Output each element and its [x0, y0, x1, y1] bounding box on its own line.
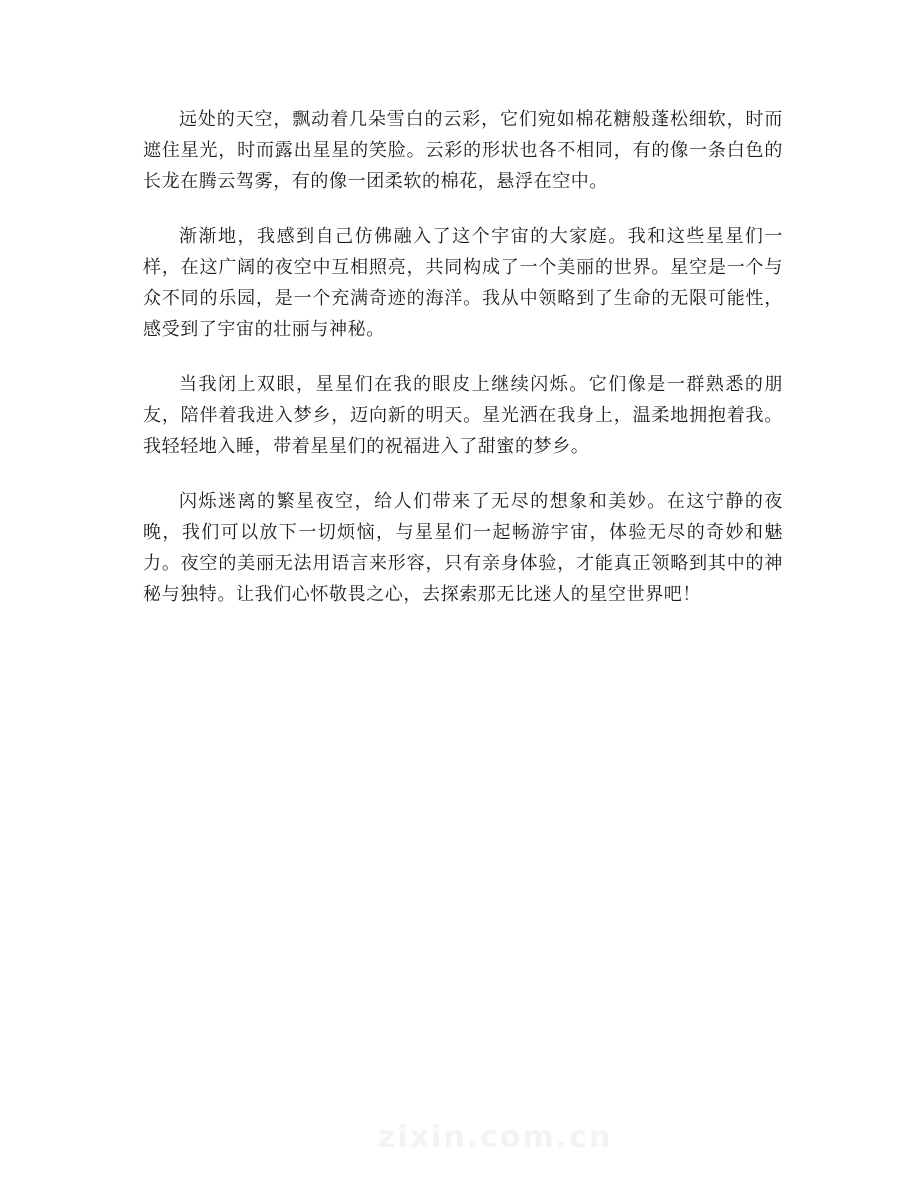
paragraph: 闪烁迷离的繁星夜空，给人们带来了无尽的想象和美妙。在这宁静的夜晚，我们可以放下一切烦恼，与星星们一起畅游宇宙，体验无尽的奇妙和魅力。夜空的美丽无法用语言来形容，只有亲身体验，才能真正领略到其中的神秘与独特。让我们心怀敬畏之心，去探索那无比迷人的星空世界吧！ [143, 491, 783, 605]
paragraph: 远处的天空，飘动着几朵雪白的云彩，它们宛如棉花糖般蓬松细软，时而遮住星光，时而露出星星的笑脸。云彩的形状也各不相同，有的像一条白色的长龙在腾云驾雾，有的像一团柔软的棉花，悬浮在空中。 [143, 109, 783, 192]
watermark: zixin.com.cn [378, 1120, 613, 1155]
paragraph: 当我闭上双眼，星星们在我的眼皮上继续闪烁。它们像是一群熟悉的朋友，陪伴着我进入梦乡，迈向新的明天。星光洒在我身上，温柔地拥抱着我。我轻轻地入睡，带着星星们的祝福进入了甜蜜的梦乡。 [143, 374, 783, 457]
paragraph: 渐渐地，我感到自己仿佛融入了这个宇宙的大家庭。我和这些星星们一样，在这广阔的夜空中互相照亮，共同构成了一个美丽的世界。星空是一个与众不同的乐园，是一个充满奇迹的海洋。我从中领略到了生命的无限可能性，感受到了宇宙的壮丽与神秘。 [143, 226, 783, 340]
document-body [143, 104, 783, 634]
